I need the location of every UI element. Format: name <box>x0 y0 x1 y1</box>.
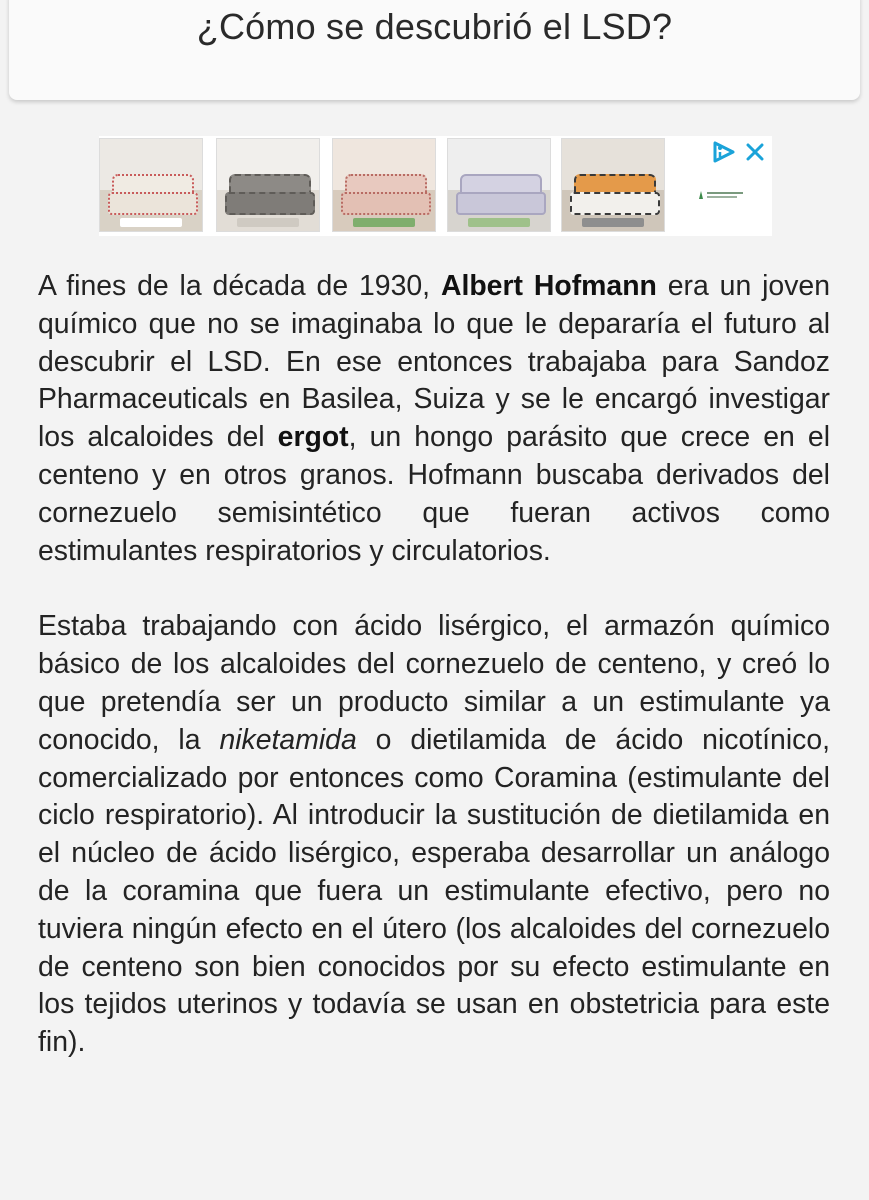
text-span: A fines de la década de 1930, <box>38 270 441 302</box>
advertiser-logo-icon <box>696 188 746 202</box>
ad-controls <box>712 140 766 169</box>
ergot-term-bold: ergot <box>277 421 349 454</box>
niketamida-term-italic: niketamida <box>219 723 357 756</box>
text-span: Estaba trabajando con ácido lisérgico, el armazón químico básico de los alcaloides del cornezuelo de centeno, y creó lo que pretendía ser un producto similar a un estimulante ya conocido, la <box>38 610 830 756</box>
text-span: o dietilamida de ácido nicotínico, comercializado por entonces como Coramina (estimulante del ciclo respiratorio). Al introducir la sustitución de dietilamida en el núcleo de ácido lisérgico, esperaba desarrollar un análogo de la coramina que fuera un estimulante efectivo, pero no tuviera ningún efecto en el útero (los alcaloides del cornezuelo de centeno son bien conocidos por su efecto estimulante en los tejidos uterinos y todavía se usan en obstetricia para este fin). <box>38 723 831 1059</box>
close-icon[interactable] <box>744 141 766 168</box>
ad-thumbnail-2[interactable] <box>216 138 320 232</box>
person-name-bold: Albert Hofmann <box>440 270 657 302</box>
ad-thumbnail-1[interactable] <box>99 138 203 232</box>
ad-thumbnail-5[interactable] <box>561 138 665 232</box>
page-title: ¿Cómo se descubrió el LSD? <box>196 6 673 47</box>
ad-thumbnail-3[interactable] <box>332 138 436 232</box>
ad-thumbnail-4[interactable] <box>447 138 551 232</box>
text-span: , un hongo parásito que crece en el centeno y en otros granos. Hofmann buscaba derivados del cornezuelo semisintético que fueran activos como estimulantes respiratorios y circulatorios. <box>38 421 830 567</box>
article-paragraph-2 <box>38 608 830 1062</box>
ad-banner[interactable] <box>99 136 772 236</box>
adchoices-icon[interactable] <box>712 140 738 169</box>
article-body <box>38 268 830 1062</box>
title-card <box>9 0 860 100</box>
text-span: era un joven químico que no se imaginaba lo que le depararía el futuro al descubrir el LSD. En ese entonces trabajaba para Sandoz Pharmaceuticals en Basilea, Suiza y se le encargó investigar los alcaloides del <box>38 270 830 454</box>
article-paragraph-1 <box>38 268 830 570</box>
